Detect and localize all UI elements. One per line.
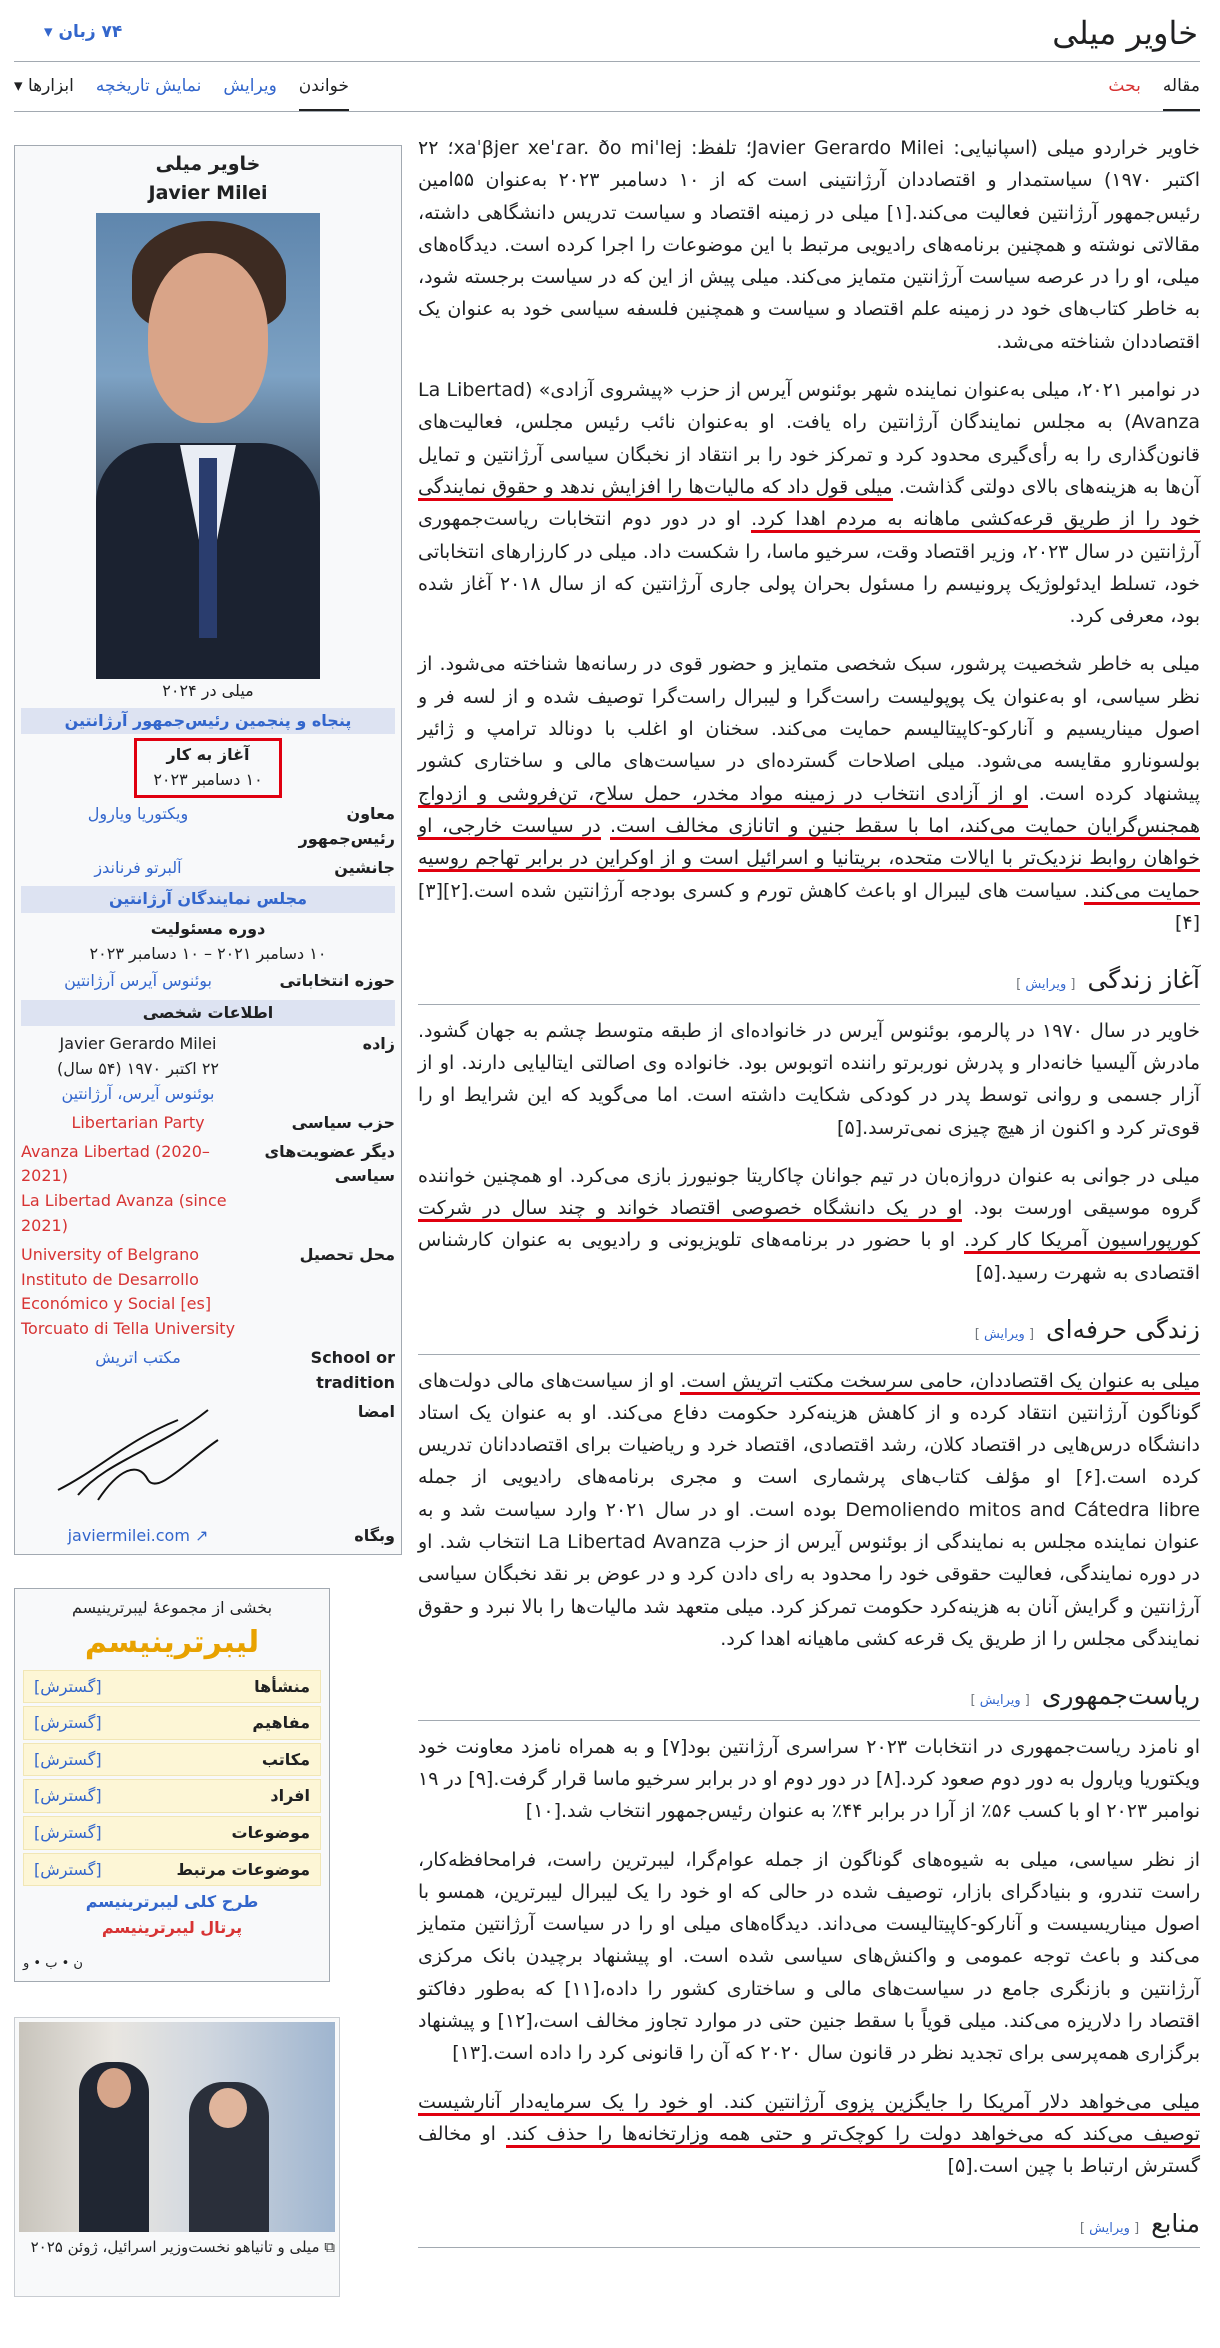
sidebox-part-of: بخشی از مجموعهٔ لیبرترینیسم [71,1598,273,1617]
office-header[interactable]: پنجاه و پنجمین رئیس‌جمهور آرژانتین [21,708,395,735]
tab-history[interactable]: نمایش تاریخچه [95,76,202,96]
title-bar [14,0,1200,62]
constituency-label: حوزه انتخاباتی [279,970,395,990]
vp-row [21,800,395,854]
tabs-row [14,62,1200,112]
outline-link[interactable]: طرح کلی لیبرترینیسم [85,1892,259,1912]
tab-edit[interactable]: ویرایش [223,76,277,96]
section-heading-references [418,2203,1200,2249]
other-label: دیگر عضویت‌های سیاسی [264,1141,395,1186]
libertarianism-navbox [14,1588,330,1982]
p2-underlined: میلی قول داد که مالیات‌ها را افزایش ندهد و حقوق نمایندگی خود را از طریق قرعه‌کشی ماهانه به مردم اهدا کرد. [418,476,1200,533]
tab-read[interactable]: خواندن [299,72,349,111]
expand-link[interactable]: [گسترش] [34,1749,102,1769]
infobox-name-en: Javier Milei [148,182,268,205]
edit-section-link[interactable]: [ ویرایش ] [1016,977,1076,993]
sidebox-title: لیبرترینیسم [84,1624,260,1660]
personal-header: اطلاعات شخصی [21,1000,395,1027]
thumbnail-box [14,2017,340,2297]
p9-text-c: او مخالف گسترش ارتباط با چین است.[۵] [418,2122,1200,2178]
navbox-links[interactable]: ن • ب • و [23,1956,83,1972]
lead-paragraph-1: خاویر خراردو میلی (اسپانیایی: Javier Gerardo Milei؛ تلفظ: xaˈβjer xeˈɾar. ðo miˈlej؛ ۲۲ اکتبر ۱۹۷۰) سیاستمدار و اقتصاددان آرژانتینی است که از ۱۰ دسامبر ۲۰۲۳ به‌عنوان ۵۵امین رئیس‌جمهور آرژانتین فعالیت می‌کند.[۱] میلی در زمینه اقتصاد و سیاست تدریس دانشگاهی داشته، مقالاتی نوشته و همچنین برنامه‌های رادیویی مرتبط با این موضوعات را اجرا کرده است. دیدگاه‌های میلی، او را در عرصه سیاست آرژانتین متمایز می‌کند. میلی پیش از این که در سیاست برجسته شود، به خاطر کتاب‌های خود در زمینه علم اقتصاد و سیاست و همچنین فلسفه سیاسی خود به عنوان یک اقتصاددان شناخته می‌شد. [418,137,1200,353]
born-label: زاده [362,1034,395,1054]
sidebox-row[interactable]: موضوعات مرتبط [گسترش] [23,1853,321,1887]
edu-2[interactable]: Instituto de Desarrollo Económico y Social [es] [21,1269,212,1314]
external-link-icon: ↗ [195,1525,209,1545]
party-row [21,1109,395,1138]
edit-section-link[interactable]: [ ویرایش ] [970,1693,1030,1709]
p2-text-a: در نوامبر ۲۰۲۱، میلی به‌عنوان نماینده شهر بوئنوس آیرس از حزب «پیشروی آزادی» (La Libertad Avanza) به مجلس نمایندگان آرژانتین راه یافت. او به‌عنوان نائب رئیس مجلس، فعالیت‌های قانون‌گذاری را به رأی‌گیری محدود کرد و تمرکز خود را بر انتقاد از نخبگان سیاسی آرژانتین و تمایل آن‌ها به هزینه‌های بالای دولتی گذاشت. [418,379,1201,498]
constituency-link[interactable]: بوئنوس آیرس آرژانتین [64,970,212,990]
predecessor-row [21,854,395,883]
section-heading-early-life [418,959,1200,1005]
tenure-label: دوره مسئولیت [150,919,266,939]
references-title: منابع [1151,2208,1200,2238]
enlarge-icon[interactable]: ⧉ [324,2238,335,2256]
edu-label: محل تحصیل [299,1244,395,1264]
p9-underlined-2: او خود را یک سرمایه‌دار آنارشیست توصیف می‌کند که می‌خواهد دولت را کوچک‌تر و حتی همه وزارتخانه‌ها را حذف کند. [418,2091,1200,2148]
edit-section-link[interactable]: [ ویرایش ] [1079,2220,1140,2236]
presidency-title: ریاست‌جمهوری [1041,1681,1200,1711]
edit-section-link[interactable]: [ ویرایش ] [974,1327,1035,1342]
school-label: School or tradition [310,1348,395,1392]
education-row [21,1241,395,1344]
web-label: وبگاه [354,1525,395,1545]
edu-1[interactable]: University of Belgrano [21,1244,200,1264]
chevron-down-icon: ▾ [44,22,53,42]
section-heading-career [418,1309,1200,1355]
p2-text-c: او در دور دوم انتخابات ریاست‌جمهوری آرژانتین در سال ۲۰۲۳، وزیر اقتصاد وقت، سرخیو ماسا، را شکست داد. میلی در کارزارهای انتخاباتی خود، تسلط ایدئولوژیک پرونیسم را مسئول بحران پولی جاری آرژانتین که از سال ۲۰۱۸ آغاز شده بود، معرفی کرد. [418,508,1200,628]
article-body [418,132,1200,2258]
signature-row [21,1398,395,1522]
tab-article[interactable]: مقاله [1163,72,1200,111]
presidency-paragraph-3 [418,2086,1200,2183]
other-party-1[interactable]: Avanza Libertad (2020–2021) [21,1141,210,1186]
early-life-title: آغاز زندگی [1087,965,1200,995]
career-paragraph [418,1365,1200,1656]
vp-label: معاون رئیس‌جمهور [298,804,395,848]
other-parties-row [21,1138,395,1241]
pred-label: جانشین [334,857,395,877]
other-party-2[interactable]: La Libertad Avanza (since 2021) [21,1191,227,1236]
born-date: ۲۲ اکتبر ۱۹۷۰ (۵۴ سال) [56,1059,220,1079]
born-row [21,1030,395,1108]
infobox [14,145,402,1555]
tools-menu[interactable] [14,72,74,111]
p3-underlined-2: در سیاست خارجی، او خواهان روابط نزدیک‌تر با ایالات متحده، بریتانیا و اسرائیل است و از اوکراین در برابر تهاجم روسیه حمایت می‌کند. [418,815,1200,905]
expand-link[interactable]: [گسترش] [34,1676,102,1696]
website-link[interactable] [21,1524,255,1549]
term-start-box [134,738,282,798]
sidebox-row[interactable]: موضوعات [گسترش] [23,1816,321,1850]
photo-caption: میلی در ۲۰۲۴ [162,680,254,700]
chevron-down-icon: ▾ [14,76,23,96]
p5-underlined: او در یک دانشگاه خصوصی اقتصاد خواند و چند سال در شرکت کورپوراسیون آمریکا کار کرد. [418,1197,1200,1254]
p3-underlined-1: او از آزادی انتخاب در زمینه مواد مخدر، حمل سلاح، تن‌فروشی و ازدواج همجنس‌گرایان حمایت می‌کند، اما با سقط جنین و اتانازی مخالف است. [418,783,1200,840]
language-count: ۷۴ زبان [58,22,123,42]
lead-paragraph-2 [418,374,1200,632]
constituency-row [21,967,395,996]
sign-label: امضا [357,1401,395,1421]
sidebox-row[interactable]: افراد [گسترش] [23,1779,321,1813]
term-label: آغاز به کار [166,745,250,765]
tools-label: ابزارها [27,76,74,96]
sidebox-row[interactable]: مفاهیم [گسترش] [23,1706,321,1740]
chamber-header[interactable]: مجلس نمایندگان آرژانتین [21,886,395,913]
term-start: ۱۰ دسامبر ۲۰۲۳ [153,770,263,790]
expand-link[interactable]: [گسترش] [34,1859,102,1879]
vp-link[interactable]: ویکتوریا ویارول [87,804,189,824]
p3-text-e: سیاست های لیبرال او باعث کاهش تورم و کسری بودجه آرژانتین شده است.[۲][۳][۴] [418,879,1200,934]
website-row [21,1522,395,1551]
tab-talk[interactable]: بحث [1108,76,1141,96]
edu-3[interactable]: Torcuato di Tella University [21,1319,236,1339]
expand-link[interactable]: [گسترش] [34,1822,102,1842]
p6-text-b: او از سیاست‌های مالی دولت‌های گوناگون آرژانتین انتقاد کرده و از کاهش هزینه‌کرد حکومت دفاع می‌کند. او به عنوان یک استاد دانشگاه درس‌هایی در اقتصاد کلان، رشد اقتصادی، اقتصاد خرد و ریاضیات برای اقتصاددانان تدریس کرده است.[۶] او مؤلف کتاب‌های پرشماری است و مجری برنامه‌های رادیویی از جمله Demoliendo mitos and Cátedra libre بوده است. او در سال ۲۰۲۱ وارد سیاست شد و به عنوان نماینده مجلس به نمایندگی از بوئنوس آیرس از حزب La Libertad Avanza انتخاب شد. او در دوره نمایندگی، فعالیت حقوقی خود را محدود به رای دادن کرد و در عوض بر نقد نخبگان سیاسی آرژانتین و گرایش آنان به هزینه‌کرد حکومت تمرکز کرد. میلی متعهد شد مالیات‌ها را بالا نبرد و حقوق نمایندگی مجلس را از طریق یک قرعه کشی ماهیانه اهدا کرد. [418,1369,1200,1650]
born-name: Javier Gerardo Milei [59,1034,217,1054]
infobox-name-fa: خاویر میلی [155,153,261,175]
translate-icon [128,18,148,47]
expand-link[interactable]: [گسترش] [34,1713,102,1733]
sidebox-row[interactable]: منشأها [گسترش] [23,1670,321,1704]
expand-link[interactable]: [گسترش] [34,1786,102,1806]
party-label: حزب سیاسی [291,1112,395,1132]
presidency-paragraph-2: از نظر سیاسی، میلی به شیوه‌های گوناگون از جمله عوام‌گرا، لیبرترین راست، فرامحافظه‌کار، راست تندرو، و بنیادگرای بازار، توصیف شده در حالی که او خود را یک لیبرال لیبرترین، همسو با اصول میناریسیست و آنارکو-کاپیتالیست می‌داند. دیدگاه‌های میلی او را در سیاست آرژانتین متمایز می‌کند و باعث توجه عمومی و واکنش‌های سیاسی شده است. او پیشنهاد برچیدن بانک مرکزی آرژانتین و بازنگری جامع در سیاست‌های مالی و ساختاری کشور را داده،[۱۱] که به‌طور دفاکتو اقتصاد را دلاریزه می‌کند. میلی قویاً با سقط جنین حتی در موارد تجاوز مخالف است،[۱۲] و پیشنهاد برگزاری همه‌پرسی برای تجدید نظر در قانون سال ۲۰۲۰ که آن را قانونی کرد را داده است.[۱۳] [418,1848,1200,2065]
portal-link[interactable]: پرتال لیبرترینیسم [101,1917,243,1937]
tenure-value: ۱۰ دسامبر ۲۰۲۱ – ۱۰ دسامبر ۲۰۲۳ [89,944,327,964]
portrait-photo[interactable] [96,213,320,679]
presidency-paragraph-1: او نامزد ریاست‌جمهوری در انتخابات ۲۰۲۳ سراسری آرژانتین بود[۷] و به همراه نامزد معاونت خود ویکتوریا ویارول به دور دوم صعود کرد.[۸] در دور دوم او در برابر سرخیو ماسا قرار گرفت.[۹] در ۱۹ نوامبر ۲۰۲۳ او با کسب ۵۶٪ از آرا در برابر ۴۴٪ به عنوان رئیس‌جمهور انتخاب شد.[۱۰] [418,1735,1200,1823]
sidebox-row[interactable]: مکاتب [گسترش] [23,1743,321,1777]
school-link[interactable]: مکتب اتریش [95,1348,181,1367]
career-title: زندگی حرفه‌ای [1046,1315,1200,1344]
p3-text-c [601,815,610,837]
website-text: javiermilei.com [67,1525,190,1545]
p6-underlined: میلی به عنوان یک اقتصاددان، حامی سرسخت مکتب اتریش است. [680,1370,1200,1395]
early-life-paragraph-2 [418,1160,1200,1289]
milei-netanyahu-photo[interactable] [19,2022,335,2232]
section-heading-presidency [418,1675,1200,1721]
p3-text-a: میلی به خاطر شخصیت پرشور، سبک شخصی متمایز و حضور قوی در رسانه‌ها شناخته می‌شود. از نظر سیاسی، او به‌عنوان یک پوپولیست راست‌گرا و لیبرال راست‌گرا توصیف شده و از لسه فر و اصول میناریسیم و آنارکو-کاپیتالیسم حمایت می‌کند. سخنان او اغلب با دونالد ترامپ و ژائیر بولسونارو مقایسه می‌شود. میلی اصلاحات گسترده‌ای در سیاست‌های مالی و ساختاری کشور پیشنهاد کرده است. [418,653,1201,805]
page-title: خاویر میلی [1052,14,1198,52]
early-life-paragraph-1: خاویر در سال ۱۹۷۰ در پالرمو، بوئنوس آیرس در خانواده‌ای از طبقه متوسط چشم به جهان گشود. مادرش آلیسیا خانه‌دار و پدرش نوربرتو راننده اتوبوس بود. خانواده وی اصالتی ایتالیایی دارند. او از آزار جسمی و روانی توسط پدر در کودکی شکایت داشته است. اما می‌گوید که این شرایط او را قوی‌تر کرد و اکنون از هیچ چیزی نمی‌ترسد.[۵] [418,1019,1201,1139]
party-link[interactable]: Libertarian Party [71,1112,205,1132]
born-place-link[interactable]: بوئنوس آیرس، آرژانتین [61,1084,215,1104]
p9-underlined-1: میلی می‌خواهد دلار آمریکا را جایگزین پزوی آرژانتین کند. [713,2091,1200,2116]
lead-paragraph-3 [418,648,1200,939]
language-button[interactable] [44,18,148,47]
thumb-caption: میلی و تانیاهو نخست‌وزیر اسرائیل، ژوئن ۲۰۲۵ [30,2238,320,2256]
signature-image [21,1400,255,1520]
p5-text-a: میلی در جوانی به عنوان دروازه‌بان در تیم جوانان چاکاریتا جونیورز بازی می‌کرد. او همچنین خواننده گروه موسیقی اورست بود. [418,1164,1200,1220]
school-row [21,1344,395,1398]
pred-link[interactable]: آلبرتو فرناندز [94,857,182,877]
p5-text-c: او با حضور در برنامه‌های تلویزیونی و رادیویی به عنوان کارشناس اقتصادی به شهرت رسید.[۵] [418,1229,1200,1284]
